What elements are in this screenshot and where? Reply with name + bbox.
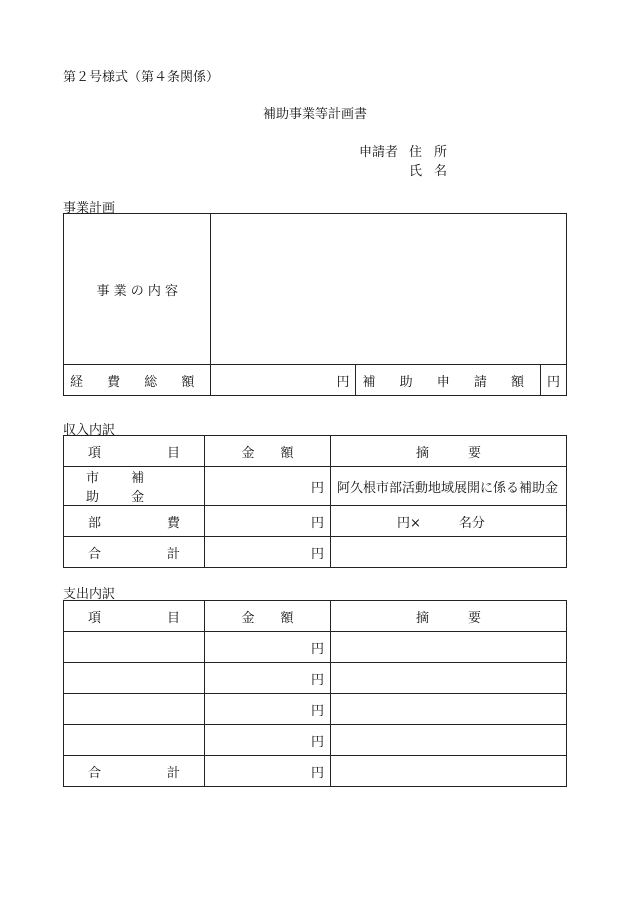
plan-section-title: 事業計画 bbox=[63, 201, 116, 216]
header-amount-a: 金 bbox=[241, 610, 255, 626]
table-row bbox=[64, 725, 567, 756]
table-row bbox=[64, 632, 567, 663]
table-row bbox=[64, 694, 567, 725]
club-fee-label-a: 部 bbox=[88, 515, 102, 531]
header-amount-b: 額 bbox=[280, 445, 294, 461]
income-table bbox=[63, 435, 567, 568]
applicant-label: 申請者 bbox=[359, 145, 399, 160]
income-section-title: 収入内訳 bbox=[63, 423, 116, 438]
header-amount-b: 額 bbox=[280, 610, 294, 626]
header-item-b: 目 bbox=[166, 610, 180, 626]
club-fee-label-b: 費 bbox=[166, 515, 180, 531]
yen-unit: 円 bbox=[310, 515, 324, 531]
total-label-a: 合 bbox=[88, 546, 102, 562]
document-title: 補助事業等計画書 bbox=[262, 107, 367, 122]
amount-field[interactable] bbox=[205, 756, 331, 787]
item-field[interactable] bbox=[64, 725, 205, 756]
yen-unit: 円 bbox=[310, 546, 324, 562]
table-row bbox=[64, 663, 567, 694]
header-amount-a: 金 bbox=[241, 445, 255, 461]
table-row bbox=[64, 537, 567, 568]
amount-field[interactable] bbox=[205, 467, 331, 506]
yen-unit: 円 bbox=[310, 703, 324, 719]
summary-field[interactable] bbox=[331, 725, 567, 756]
expense-table bbox=[63, 600, 567, 787]
yen-unit: 円 bbox=[310, 480, 324, 496]
header-item-b: 目 bbox=[166, 445, 180, 461]
amount-field[interactable] bbox=[205, 632, 331, 663]
yen-unit: 円 bbox=[336, 374, 350, 390]
form-number: 第２号様式（第４条関係） bbox=[63, 70, 220, 85]
yen-unit: 円 bbox=[310, 641, 324, 657]
table-row bbox=[64, 467, 567, 506]
summary-field[interactable] bbox=[331, 663, 567, 694]
item-field[interactable] bbox=[64, 632, 205, 663]
yen-unit: 円 bbox=[310, 765, 324, 781]
total-label-b: 計 bbox=[166, 765, 180, 781]
content-field[interactable] bbox=[211, 214, 567, 365]
total-cost-field[interactable] bbox=[211, 365, 356, 396]
amount-field[interactable] bbox=[205, 537, 331, 568]
summary-field[interactable] bbox=[331, 756, 567, 787]
amount-field[interactable] bbox=[205, 694, 331, 725]
amount-field[interactable] bbox=[205, 725, 331, 756]
header-summary-b: 要 bbox=[468, 445, 482, 461]
header-summary-a: 摘 bbox=[415, 610, 429, 626]
header-summary-b: 要 bbox=[468, 610, 482, 626]
total-cost-label: 経 費 総 額 bbox=[64, 365, 211, 396]
income-header-row bbox=[64, 436, 567, 467]
table-row bbox=[64, 506, 567, 537]
header-summary-a: 摘 bbox=[415, 445, 429, 461]
plan-table bbox=[63, 213, 567, 396]
summary-cell[interactable]: 円× 名分 bbox=[331, 506, 567, 537]
summary-cell[interactable] bbox=[331, 537, 567, 568]
expense-section-title: 支出内訳 bbox=[63, 587, 116, 602]
applicant-address-label: 住所 bbox=[409, 145, 460, 160]
header-item-a: 項 bbox=[88, 610, 102, 626]
yen-unit: 円 bbox=[310, 672, 324, 688]
summary-cell: 阿久根市部活動地域展開に係る補助金 bbox=[331, 467, 567, 506]
yen-unit: 円 bbox=[310, 734, 324, 750]
item-field[interactable] bbox=[64, 663, 205, 694]
total-label-b: 計 bbox=[166, 546, 180, 562]
request-amount-field[interactable] bbox=[540, 365, 566, 396]
applicant-name-label: 氏名 bbox=[409, 164, 460, 179]
header-item-a: 項 bbox=[88, 445, 102, 461]
expense-header-row bbox=[64, 601, 567, 632]
total-label-a: 合 bbox=[88, 765, 102, 781]
summary-field[interactable] bbox=[331, 632, 567, 663]
request-amount-label: 補 助 申 請 額 bbox=[356, 365, 541, 396]
table-row bbox=[64, 756, 567, 787]
summary-field[interactable] bbox=[331, 694, 567, 725]
amount-field[interactable] bbox=[205, 663, 331, 694]
city-subsidy-label: 市 補 助 金 bbox=[64, 467, 205, 506]
yen-unit: 円 bbox=[546, 374, 560, 390]
item-field[interactable] bbox=[64, 694, 205, 725]
amount-field[interactable] bbox=[205, 506, 331, 537]
content-label: 事 業 の 内 容 bbox=[64, 214, 211, 365]
